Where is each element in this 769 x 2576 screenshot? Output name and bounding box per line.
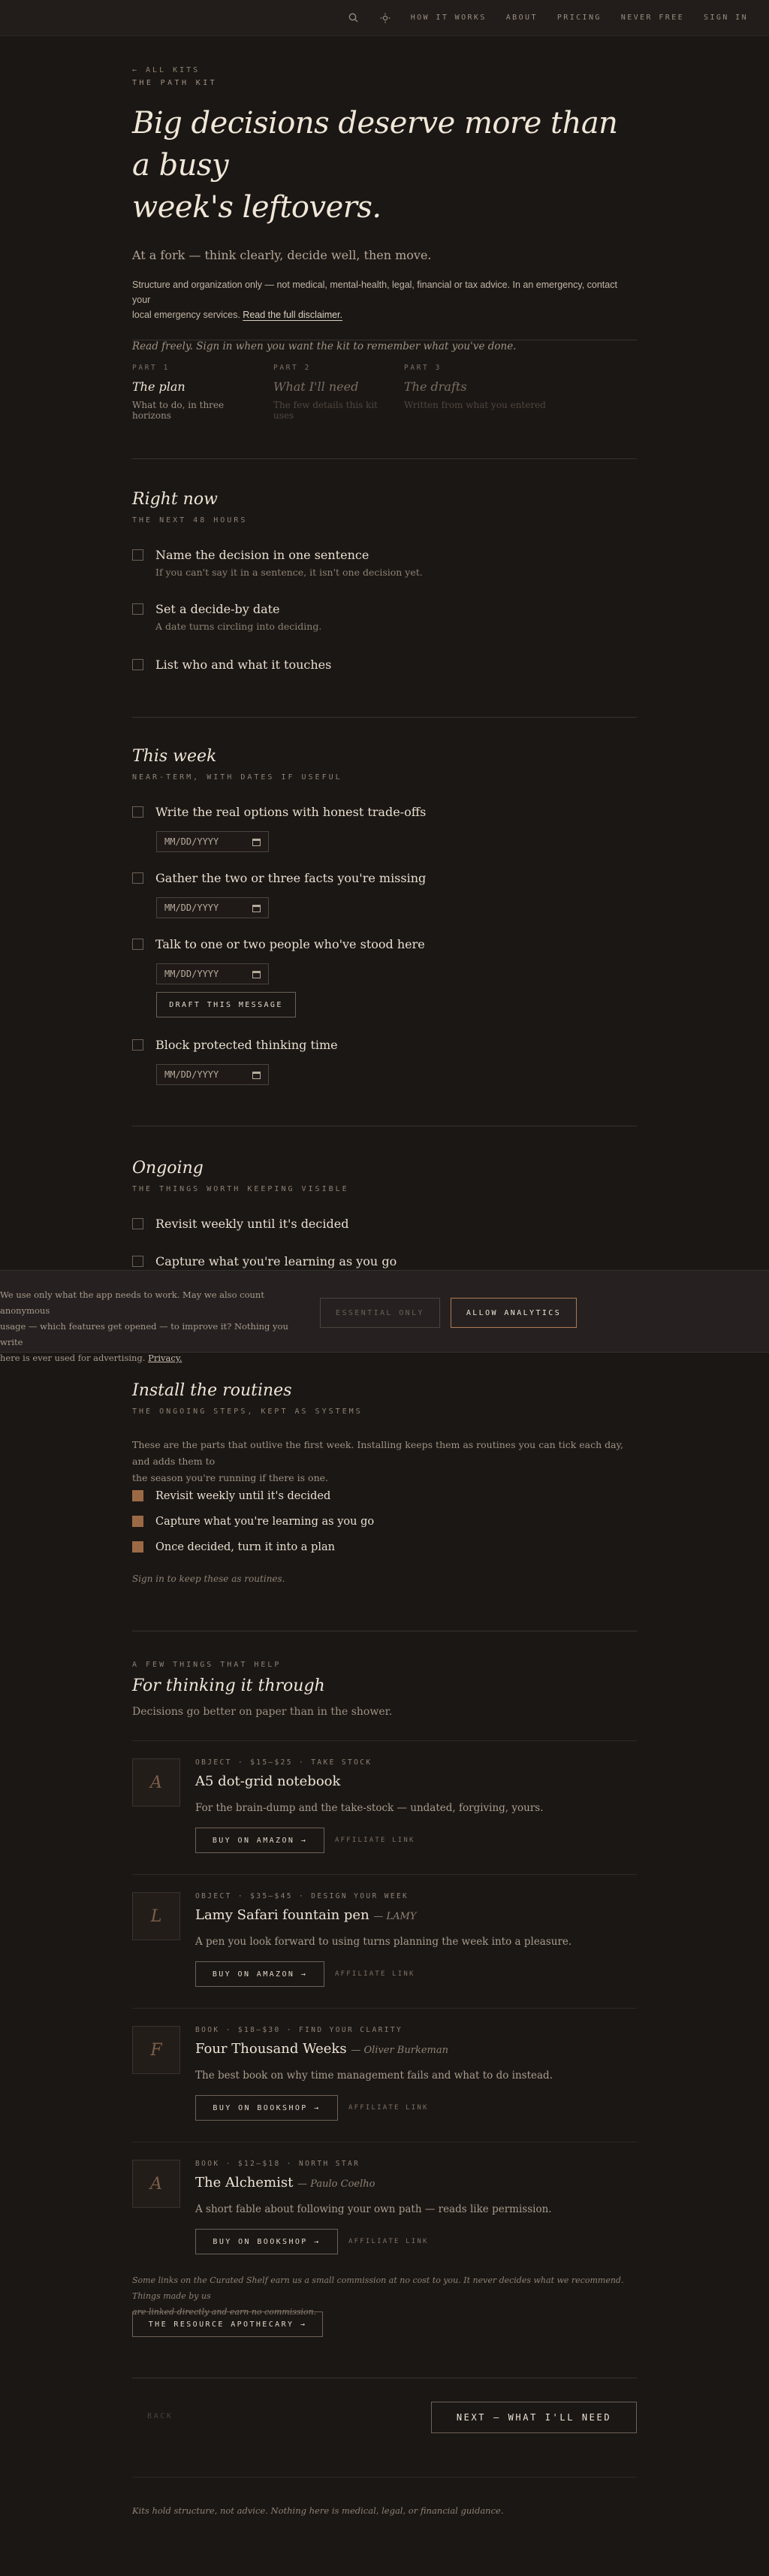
buy-button[interactable]: BUY ON BOOKSHOP →: [195, 2095, 338, 2121]
affiliate-label: AFFILIATE LINK: [335, 1837, 415, 1844]
task-title: Talk to one or two people who've stood here: [155, 937, 425, 951]
product-meta: OBJECT · $15–$25 · TAKE STOCK: [195, 1758, 372, 1767]
nav-sign-in[interactable]: SIGN IN: [704, 14, 748, 22]
part-number: PART 2: [273, 364, 311, 372]
task-item: [132, 936, 425, 953]
section-kicker: THE ONGOING STEPS, KEPT AS SYSTEMS: [132, 1407, 363, 1416]
product-initial-tile: A: [132, 2160, 180, 2208]
nav-how-it-works[interactable]: HOW IT WORKS: [410, 14, 487, 22]
routine-checkbox[interactable]: [132, 1490, 143, 1501]
page-title: Big decisions deserve more than a busy week's leftovers.: [132, 106, 618, 225]
cookie-text: We use only what the app needs to work. May we also count anonymous usage — which features get opened — to improve it? Nothing you write here is ever used for advertising. Privacy.: [0, 1290, 288, 1363]
hero-subtitle: At a fork — think clearly, decide well, then move.: [132, 248, 432, 262]
task-item: [132, 1253, 397, 1270]
date-placeholder: MM/DD/YYYY: [164, 836, 219, 847]
cookie-banner: [0, 1270, 769, 1363]
kit-name: THE PATH KIT: [132, 79, 218, 87]
date-input[interactable]: [156, 1064, 269, 1085]
tab-part-1[interactable]: [132, 364, 255, 421]
section-this-week: [132, 747, 637, 1085]
section-kicker: THE THINGS WORTH KEEPING VISIBLE: [132, 1185, 349, 1193]
task-checkbox[interactable]: [132, 872, 143, 884]
task-item: [132, 870, 426, 887]
routine-title: Once decided, turn it into a plan: [155, 1541, 335, 1553]
help-title: For thinking it through: [132, 1677, 325, 1695]
section-title: Right now: [132, 490, 218, 509]
task-title: List who and what it touches: [155, 658, 332, 672]
section-title: Ongoing: [132, 1159, 204, 1178]
part-desc: The few details this kit uses: [273, 400, 378, 421]
date-input[interactable]: [156, 831, 269, 852]
product-desc: A pen you look forward to using turns planning the week into a pleasure.: [195, 1936, 572, 1948]
task-hint: If you can't say it in a sentence, it isn't one decision yet.: [155, 567, 423, 578]
tab-part-2[interactable]: [273, 364, 386, 421]
routine-title: Capture what you're learning as you go: [155, 1516, 375, 1528]
task-hint: A date turns circling into deciding.: [155, 621, 322, 632]
task-item: [132, 601, 321, 632]
product-meta: BOOK · $18–$30 · FIND YOUR CLARITY: [195, 2026, 403, 2034]
affiliate-label: AFFILIATE LINK: [335, 1970, 415, 1978]
nav-pricing[interactable]: PRICING: [556, 14, 602, 22]
task-checkbox[interactable]: [132, 659, 143, 670]
section-title: This week: [132, 747, 217, 766]
product-meta: BOOK · $12–$18 · NORTH STAR: [195, 2160, 360, 2168]
section-kicker: NEAR-TERM, WITH DATES IF USEFUL: [132, 773, 342, 782]
task-title: Name the decision in one sentence: [155, 548, 369, 562]
draft-message-button[interactable]: DRAFT THIS MESSAGE: [156, 992, 296, 1017]
part-name: The drafts: [404, 379, 467, 394]
task-title: Revisit weekly until it's decided: [155, 1217, 349, 1231]
routine-title: Revisit weekly until it's decided: [155, 1490, 331, 1502]
routine-item: [132, 1513, 374, 1530]
search-icon[interactable]: [348, 12, 360, 24]
affiliate-label: AFFILIATE LINK: [348, 2104, 429, 2112]
divider: [132, 2477, 637, 2478]
task-item: [132, 547, 423, 578]
footer-note: Kits hold structure, not advice. Nothing here is medical, legal, or financial guidance.: [132, 2505, 504, 2516]
task-checkbox[interactable]: [132, 1256, 143, 1267]
divider: [132, 458, 637, 459]
product-card: [132, 1758, 637, 1864]
divider: [132, 1874, 637, 1875]
help-subtitle: Decisions go better on paper than in the shower.: [132, 1706, 393, 1718]
buy-button[interactable]: BUY ON BOOKSHOP →: [195, 2229, 338, 2254]
product-initial-tile: A: [132, 1758, 180, 1807]
divider: [132, 2008, 637, 2009]
section-ongoing: [132, 1159, 637, 1271]
product-initial-tile: F: [132, 2026, 180, 2074]
product-desc: A short fable about following your own path — reads like permission.: [195, 2203, 552, 2215]
task-title: Gather the two or three facts you're missing: [155, 871, 427, 885]
date-placeholder: MM/DD/YYYY: [164, 1069, 219, 1080]
next-button[interactable]: NEXT — WHAT I'LL NEED: [431, 2402, 637, 2433]
date-placeholder: MM/DD/YYYY: [164, 903, 219, 913]
date-input[interactable]: [156, 897, 269, 918]
product-name: Lamy Safari fountain pen — LAMY: [195, 1907, 417, 1923]
task-checkbox[interactable]: [132, 603, 143, 615]
part-desc: What to do, in three horizons: [132, 400, 225, 421]
product-name: A5 dot-grid notebook: [195, 1773, 341, 1789]
date-placeholder: MM/DD/YYYY: [164, 969, 219, 979]
task-checkbox[interactable]: [132, 1039, 143, 1051]
task-title: Block protected thinking time: [155, 1038, 338, 1052]
routine-item: [132, 1488, 330, 1504]
calendar-icon: [252, 838, 261, 846]
task-title: Capture what you're learning as you go: [155, 1254, 397, 1268]
disclaimer-link[interactable]: Read the full disclaimer.: [243, 310, 342, 320]
section-kicker: THE NEXT 48 HOURS: [132, 516, 248, 525]
top-nav: [0, 0, 769, 36]
task-title: Write the real options with honest trade-offs: [155, 805, 427, 819]
task-item: [132, 1037, 338, 1054]
product-card: [132, 2026, 637, 2131]
buy-button[interactable]: BUY ON AMAZON →: [195, 1828, 324, 1853]
privacy-link[interactable]: Privacy.: [148, 1353, 182, 1363]
part-desc: Written from what you entered: [404, 400, 546, 410]
affiliate-note: Some links on the Curated Shelf earn us a small commission at no cost to you. It never decides what we recommend. Things made by us are linked directly and earn no commission.: [132, 2275, 624, 2317]
calendar-icon: [252, 970, 261, 978]
calendar-icon: [252, 904, 261, 912]
task-item: [132, 657, 331, 673]
essential-only-button[interactable]: ESSENTIAL ONLY: [320, 1298, 440, 1328]
product-name: Four Thousand Weeks — Oliver Burkeman: [195, 2041, 448, 2057]
product-card: [132, 2160, 637, 2265]
part-name: The plan: [132, 379, 185, 394]
part-name: What I'll need: [273, 379, 359, 394]
task-checkbox[interactable]: [132, 806, 143, 818]
read-note: Read freely. Sign in when you want the kit to remember what you've done.: [132, 340, 517, 352]
nav-about[interactable]: ABOUT: [505, 14, 538, 22]
task-item: [132, 1216, 348, 1232]
product-card: [132, 1892, 637, 1997]
task-checkbox[interactable]: [132, 549, 143, 561]
task-checkbox[interactable]: [132, 1218, 143, 1229]
routines-description: These are the parts that outlive the first week. Installing keeps them as routines you can tick each day, and adds them to the season you're running if there is one.: [132, 1439, 623, 1483]
back-button[interactable]: BACK: [147, 2412, 173, 2420]
part-number: PART 3: [404, 364, 442, 372]
tab-part-3[interactable]: [404, 364, 547, 421]
routines-signin-note: Sign in to keep these as routines.: [132, 1574, 285, 1584]
section-routines: [132, 1381, 637, 1592]
parts-nav: [132, 364, 637, 421]
divider: [132, 1740, 637, 1741]
sun-icon[interactable]: [379, 12, 391, 24]
product-desc: For the brain-dump and the take-stock — undated, forgiving, yours.: [195, 1802, 544, 1814]
task-title: Set a decide-by date: [155, 602, 280, 616]
routine-checkbox[interactable]: [132, 1516, 143, 1527]
product-meta: OBJECT · $35–$45 · DESIGN YOUR WEEK: [195, 1892, 409, 1900]
hero: [132, 66, 637, 352]
date-input[interactable]: [156, 963, 269, 984]
part-number: PART 1: [132, 364, 170, 372]
product-desc: The best book on why time management fails and what to do instead.: [195, 2070, 553, 2082]
buy-button[interactable]: BUY ON AMAZON →: [195, 1961, 324, 1987]
routine-item: [132, 1539, 335, 1556]
section-right-now: [132, 490, 637, 685]
section-title: Install the routines: [132, 1381, 292, 1400]
routine-checkbox[interactable]: [132, 1541, 143, 1553]
affiliate-label: AFFILIATE LINK: [348, 2238, 429, 2245]
product-initial-tile: L: [132, 1892, 180, 1940]
disclaimer: Structure and organization only — not medical, mental-health, legal, financial or tax advice. In an emergency, contact your local emergency services. Read the full disclaimer.: [132, 280, 617, 320]
task-checkbox[interactable]: [132, 939, 143, 950]
product-name: The Alchemist — Paulo Coelho: [195, 2175, 375, 2191]
resource-apothecary-button[interactable]: THE RESOURCE APOTHECARY →: [132, 2311, 323, 2337]
calendar-icon: [252, 1071, 261, 1079]
breadcrumb-all-kits[interactable]: ← ALL KITS: [132, 66, 201, 74]
allow-analytics-button[interactable]: ALLOW ANALYTICS: [451, 1298, 577, 1328]
nav-never-free[interactable]: NEVER FREE: [620, 14, 685, 22]
divider: [132, 717, 637, 718]
task-item: [132, 804, 426, 821]
help-kicker: A FEW THINGS THAT HELP: [132, 1661, 282, 1669]
